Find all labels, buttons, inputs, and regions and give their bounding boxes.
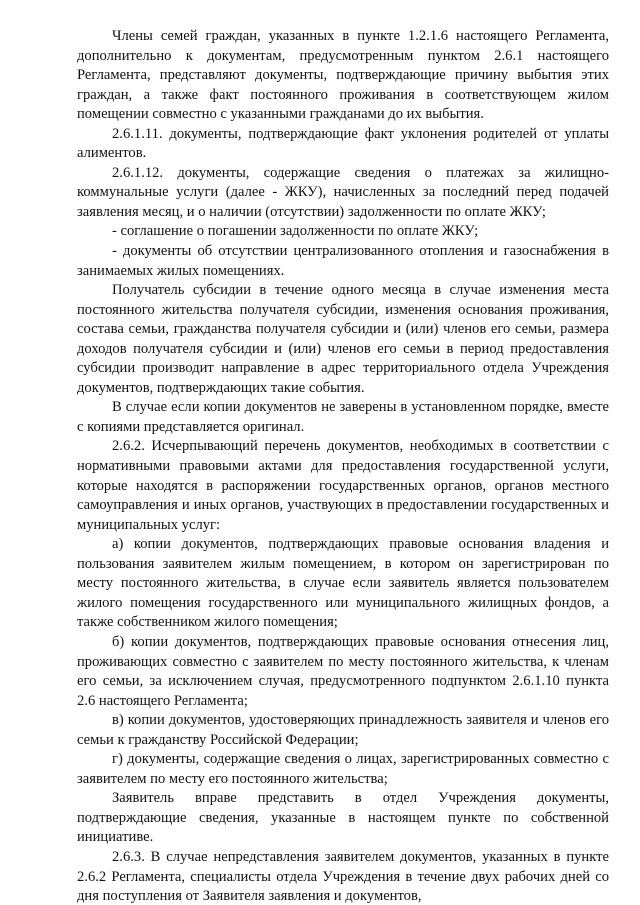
- paragraph-item-g: г) документы, содержащие сведения о лицах, зарегистрированных совместно с заявителем по месту его постоянного жительства;: [77, 751, 609, 787]
- paragraph-2-6-1-12: 2.6.1.12. документы, содержащие сведения о платежах за жилищно-коммунальные услуги (далее - ЖКУ), начисленных за последний перед подачей заявления месяц, и о наличии (отсутствии) задолженности по оплате ЖКУ;: [77, 164, 609, 220]
- paragraph-no-heating-gas: - документы об отсутствии централизованного отопления и газоснабжения в занимаемых жилых помещениях.: [77, 243, 609, 279]
- paragraph-2-6-2: 2.6.2. Исчерпывающий перечень документов, необходимых в соответствии с нормативными правовыми актами для предоставления государственной услуги, которые находятся в распоряжении государственных органов, органов местного самоуправления и иных органов, участвующих в предоставлении государственных и муниципальных услуг:: [77, 438, 609, 533]
- paragraph-2-6-3: 2.6.3. В случае непредставления заявителем документов, указанных в пункте 2.6.2 Регламента, специалисты отдела Учреждения в течение двух рабочих дней со дня поступления от Заявителя заявления и документов,: [77, 848, 609, 905]
- paragraph-item-a: а) копии документов, подтверждающих правовые основания владения и пользования заявителем жилым помещением, в котором он зарегистрирован по месту постоянного жительства, в случае если заявитель является пользователем жилого помещения государственного или муниципального жилищных фондов, а также собственником жилого помещения;: [77, 536, 609, 631]
- paragraph-debt-agreement: - соглашение о погашении задолженности по оплате ЖКУ;: [112, 223, 479, 240]
- paragraph-item-v: в) копии документов, удостоверяющих принадлежность заявителя и членов его семьи к гражданству Российской Федерации;: [77, 712, 609, 748]
- paragraph-recipient-changes: Получатель субсидии в течение одного месяца в случае изменения места постоянного жительства получателя субсидии, изменения основания проживания, состава семьи, гражданства получателя субсидии и (или) членов его семьи, размера доходов получателя субсидии и (или) членов его семьи в период предоставления субсидии производит направление в адрес территориального отдела Учреждения документов, подтверждающих такие события.: [77, 282, 609, 396]
- paragraph-uncertified-copies: В случае если копии документов не заверены в установленном порядке, вместе с копиями представляется оригинал.: [77, 399, 609, 435]
- paragraph-family-members-documents: Члены семей граждан, указанных в пункте 1.2.1.6 настоящего Регламента, дополнительно к документам, предусмотренным пунктом 2.6.1 настоящего Регламента, представляют документы, подтверждающие причину выбытия этих граждан, а также факт постоянного проживания в соответствующем жилом помещении совместно с указанными гражданами до их выбытия.: [77, 28, 609, 123]
- paragraph-item-b: б) копии документов, подтверждающих правовые основания отнесения лиц, проживающих совместно с заявителем по месту постоянного жительства, к членам его семьи, за исключением случая, предусмотренного подпунктом 2.6.1.10 пункта 2.6 настоящего Регламента;: [77, 633, 609, 709]
- paragraph-2-6-1-11: 2.6.1.11. документы, подтверждающие факт уклонения родителей от уплаты алиментов.: [77, 125, 609, 162]
- document-body: [77, 27, 609, 905]
- paragraph-own-initiative: Заявитель вправе представить в отдел Учреждения документы, подтверждающие сведения, указанные в настоящем пункте по собственной инициативе.: [77, 790, 609, 846]
